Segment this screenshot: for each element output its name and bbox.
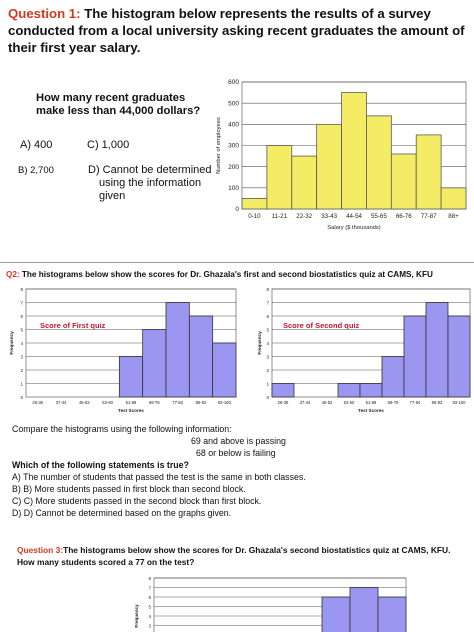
x-tick-label: 45-52 bbox=[78, 400, 90, 405]
x-axis-label: Test Scores bbox=[118, 408, 144, 413]
bar bbox=[242, 198, 267, 209]
question-3-histogram bbox=[130, 574, 420, 632]
x-tick-label: 55-65 bbox=[370, 213, 387, 220]
passing-rule: 69 and above is passing bbox=[191, 436, 286, 446]
question-1-label: Question 1: bbox=[8, 6, 81, 21]
y-tick-label: 6 bbox=[20, 314, 23, 320]
y-tick-label: 2 bbox=[266, 368, 269, 374]
option-c[interactable]: C) 1,000 bbox=[87, 139, 130, 151]
question-3-body: The histograms below show the scores for Dr. Ghazala's second biostatistics quiz at CAMS, KFU. How many students scored a 77 on the test? bbox=[17, 545, 451, 567]
question-3-label: Question 3: bbox=[17, 545, 64, 555]
choice-b[interactable]: B) B) More students passed in first block than second block. bbox=[12, 484, 246, 494]
bar bbox=[366, 116, 391, 209]
bar bbox=[342, 93, 367, 209]
y-tick-label: 100 bbox=[228, 185, 239, 193]
x-tick-label: 22-32 bbox=[296, 213, 313, 220]
y-tick-label: 2 bbox=[20, 368, 23, 374]
bar bbox=[441, 188, 466, 209]
section-divider bbox=[0, 262, 474, 263]
y-tick-label: 7 bbox=[20, 300, 23, 306]
x-tick-label: 77-84 bbox=[409, 400, 421, 405]
y-tick-label: 8 bbox=[20, 287, 23, 293]
bar bbox=[267, 146, 292, 210]
y-tick-label: 5 bbox=[148, 604, 151, 610]
bar bbox=[292, 156, 317, 209]
compare-text: Compare the histograms using the following information: bbox=[12, 424, 232, 434]
x-tick-label: 61-68 bbox=[125, 400, 137, 405]
x-axis-label: Test Scores bbox=[358, 408, 384, 413]
bar bbox=[360, 384, 382, 398]
x-tick-label: 53-60 bbox=[343, 400, 355, 405]
x-tick-label: 37-44 bbox=[299, 400, 311, 405]
question-1-text bbox=[8, 5, 470, 56]
chart-legend: Score of Second quiz bbox=[283, 321, 360, 331]
x-tick-label: 53-60 bbox=[102, 400, 114, 405]
chart-legend: Score of First quiz bbox=[40, 321, 106, 331]
question-1-ask: How many recent graduates make less than 44,000 dollars? bbox=[36, 92, 201, 117]
x-tick-label: 88+ bbox=[448, 213, 459, 220]
x-tick-label: 69-76 bbox=[387, 400, 399, 405]
y-axis-label: Frequency bbox=[134, 604, 139, 628]
x-tick-label: 44-54 bbox=[346, 213, 362, 220]
y-tick-label: 4 bbox=[148, 614, 151, 620]
y-tick-label: 0 bbox=[235, 206, 239, 214]
bar bbox=[119, 357, 142, 398]
option-d-line1: D) Cannot be determined bbox=[88, 164, 212, 176]
y-tick-label: 6 bbox=[148, 595, 151, 601]
y-tick-label: 400 bbox=[228, 121, 239, 129]
bar bbox=[378, 597, 406, 632]
y-axis-label: Number of employees bbox=[216, 117, 222, 174]
y-tick-label: 5 bbox=[20, 327, 23, 333]
y-tick-label: 3 bbox=[266, 354, 269, 360]
y-tick-label: 4 bbox=[266, 341, 269, 347]
y-tick-label: 4 bbox=[20, 341, 23, 347]
y-tick-label: 3 bbox=[20, 354, 23, 360]
bar bbox=[382, 357, 404, 398]
y-tick-label: 600 bbox=[228, 79, 239, 87]
x-tick-label: 0-10 bbox=[248, 213, 261, 220]
x-axis-label: Salary ($ thousands) bbox=[327, 225, 381, 231]
bar bbox=[448, 316, 470, 397]
x-tick-label: 77-87 bbox=[420, 213, 437, 220]
question-2-text bbox=[6, 270, 472, 279]
y-tick-label: 8 bbox=[266, 287, 269, 293]
x-tick-label: 11-21 bbox=[271, 213, 288, 220]
bar bbox=[317, 124, 342, 209]
bar bbox=[272, 384, 294, 398]
choice-a[interactable]: A) The number of students that passed the test is the same in both classes. bbox=[12, 472, 306, 482]
first-quiz-histogram bbox=[4, 285, 238, 419]
question-2-body: The histograms below show the scores for Dr. Ghazala's first and second biostatistics quiz at CAMS, KFU bbox=[19, 270, 433, 279]
y-tick-label: 3 bbox=[148, 623, 151, 629]
bar bbox=[189, 316, 212, 397]
x-tick-label: 37-44 bbox=[55, 400, 67, 405]
option-b[interactable]: B) 2,700 bbox=[18, 165, 54, 176]
y-tick-label: 6 bbox=[266, 314, 269, 320]
y-axis-label: Frequency bbox=[257, 331, 262, 355]
x-tick-label: 45-52 bbox=[321, 400, 333, 405]
y-tick-label: 200 bbox=[228, 163, 239, 171]
failing-rule: 68 or below is failing bbox=[196, 448, 276, 458]
y-tick-label: 8 bbox=[148, 576, 151, 582]
x-tick-label: 33-43 bbox=[321, 213, 338, 220]
y-tick-label: 500 bbox=[228, 100, 239, 108]
option-d[interactable] bbox=[88, 164, 212, 203]
option-d-line2: using the information bbox=[99, 177, 202, 189]
bar bbox=[391, 154, 416, 209]
y-tick-label: 7 bbox=[266, 300, 269, 306]
bar bbox=[338, 384, 360, 398]
y-tick-label: 7 bbox=[148, 585, 151, 591]
x-tick-label: 28-36 bbox=[32, 400, 44, 405]
y-tick-label: 300 bbox=[228, 142, 239, 150]
y-tick-label: 1 bbox=[20, 381, 23, 387]
choice-c[interactable]: C) C) More students passed in the second block than first block. bbox=[12, 496, 262, 506]
x-tick-label: 77-84 bbox=[172, 400, 184, 405]
y-axis-label: Frequency bbox=[9, 331, 14, 355]
bar bbox=[143, 330, 166, 398]
x-tick-label: 61-68 bbox=[365, 400, 377, 405]
bar bbox=[166, 303, 189, 398]
y-tick-label: 5 bbox=[266, 327, 269, 333]
bar bbox=[426, 303, 448, 398]
y-tick-label: 0 bbox=[266, 395, 269, 401]
x-tick-label: 28-36 bbox=[277, 400, 289, 405]
bar bbox=[322, 597, 350, 632]
bar bbox=[404, 316, 426, 397]
x-tick-label: 69-76 bbox=[148, 400, 160, 405]
bar bbox=[213, 343, 236, 397]
x-tick-label: 93-100 bbox=[217, 400, 231, 405]
x-tick-label: 85-92 bbox=[431, 400, 443, 405]
x-tick-label: 85-92 bbox=[195, 400, 207, 405]
y-tick-label: 0 bbox=[20, 395, 23, 401]
question-1-body: The histogram below represents the results of a survey conducted from a local university asking recent graduates the amount of their first year salary. bbox=[8, 6, 465, 55]
second-quiz-histogram bbox=[254, 285, 472, 419]
y-tick-label: 1 bbox=[266, 381, 269, 387]
salary-histogram bbox=[210, 76, 472, 236]
x-tick-label: 66-76 bbox=[395, 213, 412, 220]
x-tick-label: 93-100 bbox=[452, 400, 466, 405]
option-a[interactable]: A) 400 bbox=[20, 139, 53, 151]
bar bbox=[350, 588, 378, 632]
bar bbox=[416, 135, 441, 209]
choice-d[interactable]: D) D) Cannot be determined based on the graphs given. bbox=[12, 508, 232, 518]
question-3-text bbox=[17, 544, 467, 568]
option-d-line3: given bbox=[99, 190, 126, 202]
question-2-label: Q2: bbox=[6, 270, 20, 279]
which-statement: Which of the following statements is true? bbox=[12, 460, 189, 470]
